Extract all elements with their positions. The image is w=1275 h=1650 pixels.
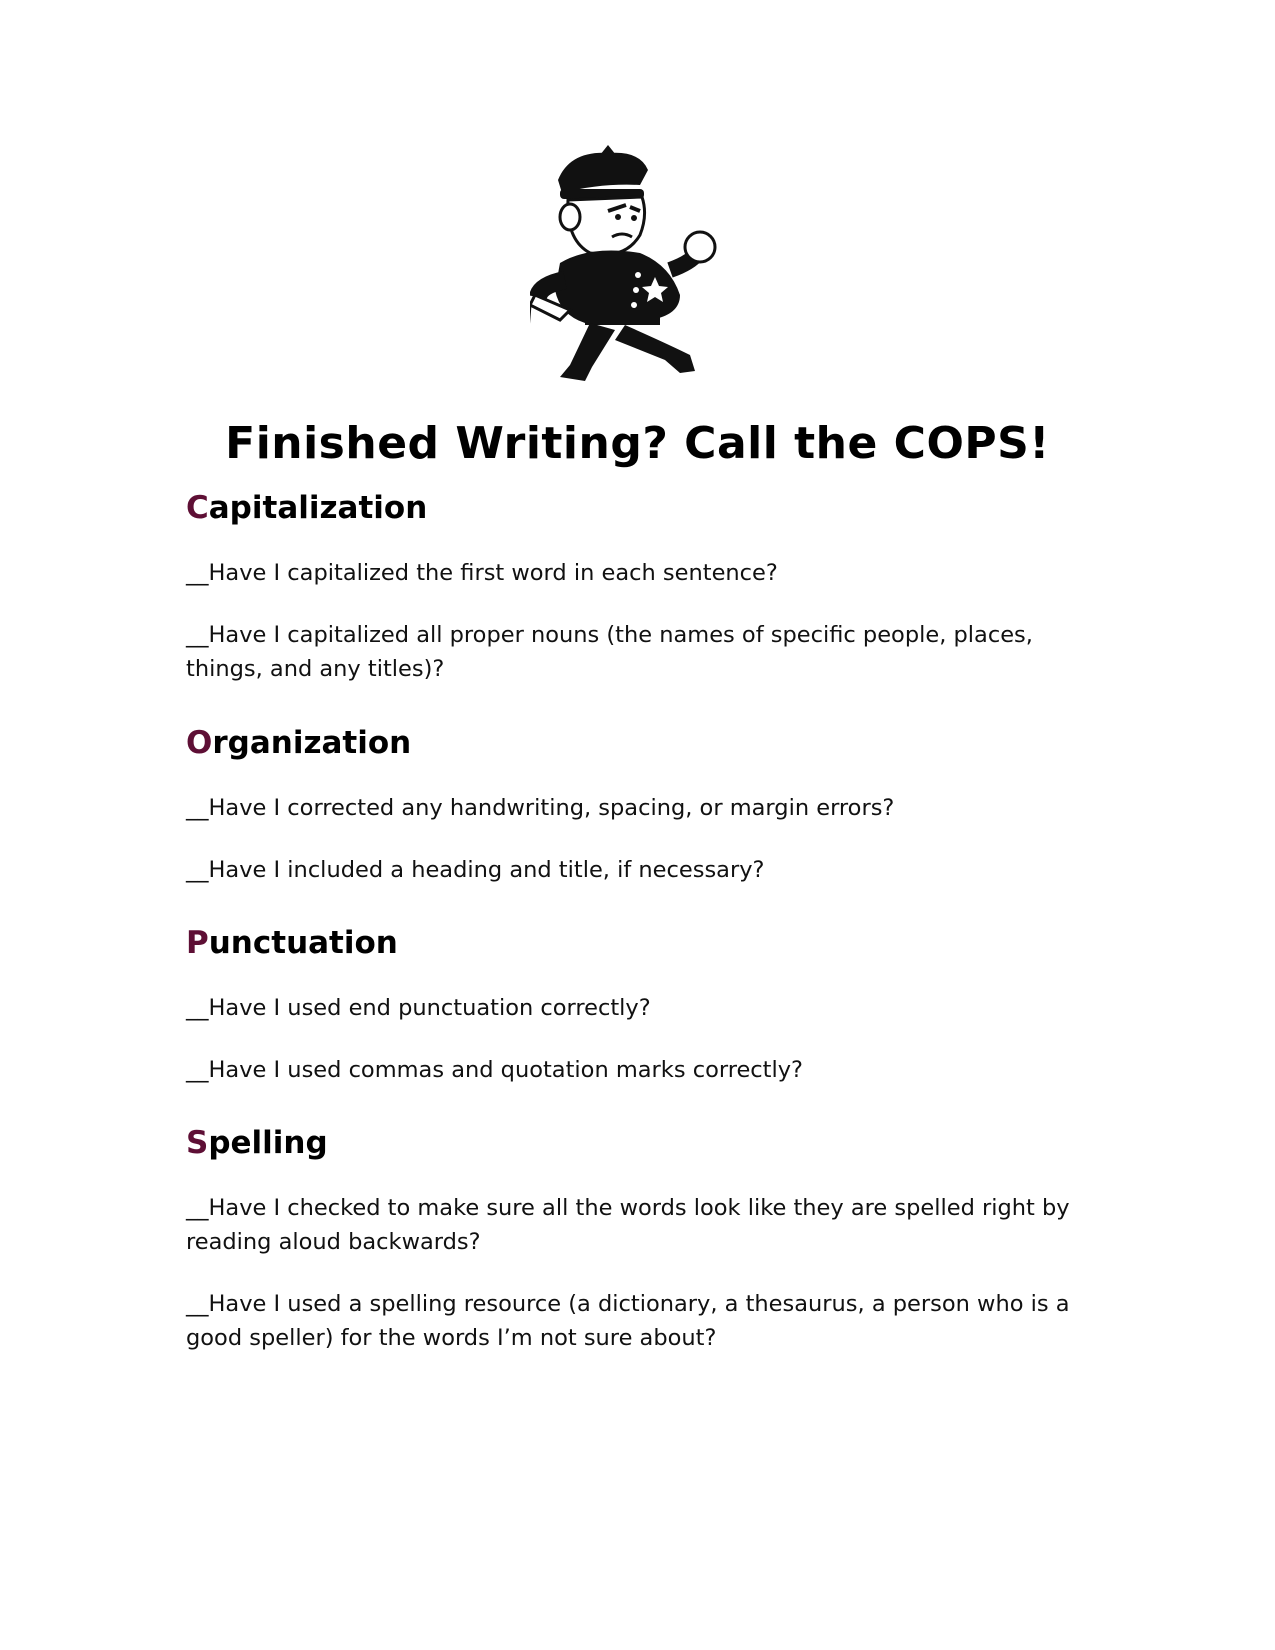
heading-first-letter: P [186,925,209,961]
heading-rest: apitalization [208,490,428,526]
checklist-item: __Have I used end punctuation correctly? [186,995,651,1021]
checklist-item: __Have I checked to make sure all the words look like they are spelled right by reading aloud backwards? [186,1195,1070,1255]
police-officer-cartoon-icon [530,145,740,385]
checklist-item: __Have I included a heading and title, if necessary? [186,857,765,883]
section-organization [186,725,1086,887]
heading-first-letter: O [186,725,213,761]
checklist-item: __Have I corrected any handwriting, spacing, or margin errors? [186,795,895,821]
checklist-item: __Have I used a spelling resource (a dictionary, a thesaurus, a person who is a good speller) for the words I’m not sure about? [186,1291,1070,1351]
heading-rest: rganization [212,725,412,761]
heading-rest: pelling [208,1125,328,1161]
section-heading [186,925,1086,961]
checklist-item: __Have I used commas and quotation marks correctly? [186,1057,804,1083]
heading-first-letter: S [186,1125,209,1161]
section-heading [186,1125,1086,1161]
heading-rest: unctuation [208,925,398,961]
section-spelling [186,1125,1086,1355]
section-heading [186,490,1086,526]
section-capitalization [186,490,1086,686]
section-punctuation [186,925,1086,1087]
section-heading [186,725,1086,761]
page-title: Finished Writing? Call the COPS! [225,418,1050,469]
heading-first-letter: C [186,490,209,526]
checklist-item: __Have I capitalized all proper nouns (the names of specific people, places, things, and any titles)? [186,622,1033,682]
checklist-item: __Have I capitalized the first word in each sentence? [186,560,778,586]
